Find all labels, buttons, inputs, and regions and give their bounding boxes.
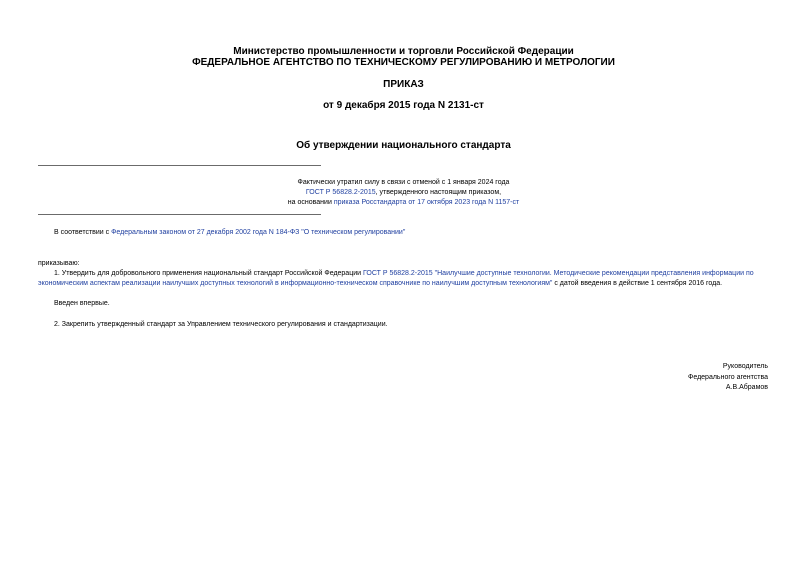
standard-link[interactable]: ГОСТ Р 56828.2-2015 bbox=[305, 189, 376, 196]
divider-top bbox=[38, 165, 321, 166]
signature-name: А.В.Абрамов bbox=[725, 384, 768, 391]
item2-paragraph: 2. Закрепить утвержденный стандарт за Управлением технического регулирования и стандартизации. bbox=[54, 321, 388, 328]
basis-paragraph bbox=[54, 228, 405, 238]
rosstandart-order-link[interactable]: приказа Росстандарта от 17 октября 2023 года N 1157-ст bbox=[333, 199, 520, 206]
federal-law-link[interactable]: Федеральным законом от 27 декабря 2002 года N 184-ФЗ "О техническом регулировании" bbox=[111, 229, 406, 236]
item1-line2 bbox=[38, 279, 722, 289]
status-note-line2-text: , утвержденного настоящим приказом, bbox=[375, 189, 502, 196]
basis-prefix: В соответствии с bbox=[54, 229, 112, 236]
order-date: от 9 декабря 2015 года N 2131-ст bbox=[323, 100, 484, 111]
order-title: ПРИКАЗ bbox=[383, 79, 424, 90]
divider-bottom bbox=[38, 214, 321, 215]
item1-prefix: 1. Утвердить для добровольного применения национальный стандарт Российской Федерации bbox=[54, 270, 363, 277]
status-note-line2 bbox=[0, 188, 807, 198]
agency-heading: ФЕДЕРАЛЬНОЕ АГЕНТСТВО ПО ТЕХНИЧЕСКОМУ РЕГУЛИРОВАНИЮ И МЕТРОЛОГИИ bbox=[192, 57, 615, 68]
orders-word: приказываю: bbox=[38, 260, 80, 267]
status-note-line3 bbox=[0, 198, 807, 208]
status-note-line3-prefix: на основании bbox=[287, 199, 334, 206]
ministry-heading: Министерство промышленности и торговли Российской Федерации bbox=[233, 46, 574, 57]
signature-org: Федерального агентства bbox=[688, 374, 768, 381]
signature-title: Руководитель bbox=[722, 363, 768, 370]
order-subject: Об утверждении национального стандарта bbox=[296, 140, 511, 151]
item1-suffix: с датой введения в действие 1 сентября 2016 года. bbox=[552, 280, 723, 287]
gost-link-line1[interactable]: ГОСТ Р 56828.2-2015 "Наилучшие доступные технологии. Методические рекомендации представления информации по bbox=[362, 270, 754, 277]
gost-link-line2[interactable]: экономическим аспектам реализации наилучших доступных технологий в информационно-техническом справочнике по наилучшим доступным технологиям" bbox=[38, 280, 553, 287]
item1-line1 bbox=[54, 269, 754, 279]
introduced-first: Введен впервые. bbox=[54, 300, 110, 307]
status-note-line1: Фактически утратил силу в связи с отменой с 1 января 2024 года bbox=[297, 179, 510, 186]
